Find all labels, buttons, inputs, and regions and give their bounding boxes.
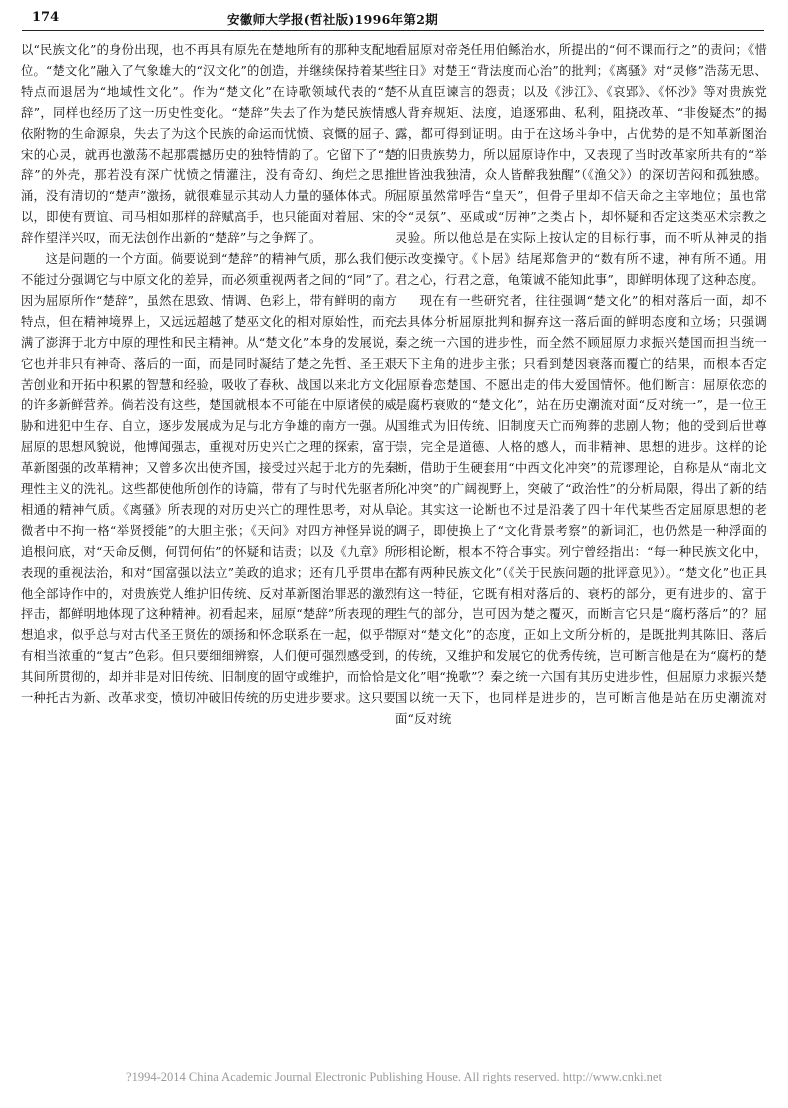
paragraph: 以“民族文化”的身份出现，也不再具有原先在楚地所有的那种支配地位。“楚文化”融入了气象雄大的“汉文化”的创造，并继续保持着某些特点而退居为“地域性文化”。作为“楚文化”在诗歌领域代表的“楚辞”，同样也经历了这一历史性变化。“楚辞”失去了作为楚民族情感依附物的生命源泉，失去了为这个民族的命运而忧愤、哀慨的屈子、宋的心灵，就再也激荡不起那震撼历史的独特情韵了。它留下了“楚辞”的外壳，那若没有深广忧愤之情灌注，没有奇幻、绚烂之思推涌，没有清切的“楚声”激扬，就很难显示其动人力量的骚体体式。所以，即使有贾谊、司马相如那样的辞赋高手，也只能面对着屈、宋的辞作望洋兴叹，而无法创作出新的“楚辞”与之争辉了。 (21, 43, 397, 246)
copyright-footer: ?1994-2014 China Academic Journal Electronic Publishing House. All rights reserved. http://www.cnki.net (126, 1070, 662, 1084)
left-column (21, 40, 397, 709)
right-column (395, 40, 767, 730)
running-header (22, 8, 764, 31)
page-number: 174 (32, 10, 60, 25)
paragraph: 看屈原对帝尧任用伯鲧治水，所提出的“何不课而行之”的责问；《惜往日》对楚王“背法度而心治”的批判；《离骚》对“灵修”浩荡无思、不从直臣谏言的怨责；以及《涉江》、《哀郢》、《怀沙》等对贵族党人背弃规矩、法度，追逐邪曲、私利，阻挠改革、“非俊疑杰”的揭露，都可得到证明。由于在这场斗争中，占优势的是不知革新图治的旧贵族势力，所以屈原诗作中，又表现了当时改革家所共有的“举世皆浊我独清，众人皆醉我独醒”（《渔父》）的深切苦闷和孤独感。屈原虽然常呼告“皇天”，但骨子里却不信天命之主宰地位；虽也常令“灵氛”、巫咸或“厉神”之类占卜，却怀疑和否定这类巫术宗教之灵验。所以他总是在实际上按认定的目标行事，而不听从神灵的指示改变操守。《卜居》结尾郑詹尹的“数有所不逮，神有所不通。用君之心，行君之意，龟策诚不能知此事”，即鲜明体现了这种态度。 (395, 43, 767, 287)
paragraph: 这是问题的一个方面。倘要说到“楚辞”的精神气质，那么我们便不能过分强调它与中原文化的差异，而必须重视两者之间的“同”了。因为屈原所作“楚辞”，虽然在思致、情调、色彩上，带有鲜明的南方特点，但在精神境界上，又远远超越了楚巫文化的相对原始性，而充满了澎湃于北方中原的理性和民主精神。从“楚文化”本身的发展说，它也并非只有神奇、落后的一面，而是同时凝结了楚之先哲、圣王艰苦创业和开拓中积累的智慧和经验，吸收了春秋、战国以来北方文化的许多新鲜营养。倘若没有这些，楚国就根本不可能在中原诸侯的威胁和进犯中生存、自立，逐步发展成为足与北方争雄的南方一强。从屈原的思想风貌说，他博闻强志，重视对历史兴亡之理的探索，富于革新图强的改革精神；又曾多次出使齐国，接受过兴起于北方的先秦理性主义的洗礼。这些都使他所创作的诗篇，带有了与时代先驱者所相通的精神气质。《离骚》所表现的对历史兴亡的理性思考，对从阜微者中不拘一格“举贤授能”的大胆主张；《天问》对四方神怪异说的追根问底，对“天命反侧，何罚何佑”的怀疑和诘责；以及《九章》所表现的重视法治，和对“国富强以法立”美政的追求；还有几乎贯串在他全部诗作中的，对贵族党人维护旧传统、反对革新图治罪恶的激烈抨击，都鲜明地体现了这种精神。初看起来，屈原“楚辞”所表现的理想追求，似乎总与对古代圣王贤佐的颂扬和怀念联系在一起，似乎带有相当浓重的“复古”色彩。但只要细细辨察，人们便可强烈感受到，其间所贯彻的，却并非是对旧传统、旧制度的固守或维护，而恰恰是一种托古为新、改革求变，愤切冲破旧传统的历史进步要求。这只要 (21, 252, 397, 706)
journal-title: 安徽师大学报(哲社版)1996年第2期 (227, 12, 439, 27)
paragraph: 现在有一些研究者，往往强调“楚文化”的相对落后一面，却不去具体分析屈原批判和摒弃这一落后面的鲜明态度和立场；只强调秦之统一六国的进步性，而全然不顾屈原力求振兴楚国而担当统一天下主角的进步主张；只看到楚因衰落而覆亡的结果，而根本否定屈原眷恋楚国、不愿出走的伟大爱国情怀。他们断言：屈原依恋的是腐朽衰败的“楚文化”，站在历史潮流对面“反对统一”，是一位王国维式为旧传统、旧制度天亡而殉葬的悲剧人物；他的受到后世尊崇，完全是道德、人格的感人，而非精神、思想的进步。这样的论断，借助于生硬套用“中西文化冲突”的荒谬理论，自称是从“南北文化冲突”的广阔视野上，突破了“政治性”的分析局限，得出了新的结论。其实这一论断也不过是沿袭了四十年代某些否定屈原思想的老调子，即使换上了“文化背景考察”的新词汇，也仍然是一种浮面的形相论断，根本不符合事实。列宁曾经指出：“每一种民族文化中，都有两种民族文化”（《关于民族问题的批评意见》）。“楚文化”也正具有这一特征，它既有相对落后的、衰朽的部分，更有进步的、富于生气的部分，岂可因为楚之覆灭，而断言它只是“腐朽落后”的？屈原对“楚文化”的态度，正如上文所分析的，是既批判其陈旧、落后的传统，又维护和发展它的优秀传统，岂可断言他是在为“腐朽的楚文化”唱“挽歌”？秦之统一六国有其历史进步性，但屈原力求振兴楚国以统一天下，也同样是进步的，岂可断言他是站在历史潮流对面“反对统 (395, 293, 767, 726)
